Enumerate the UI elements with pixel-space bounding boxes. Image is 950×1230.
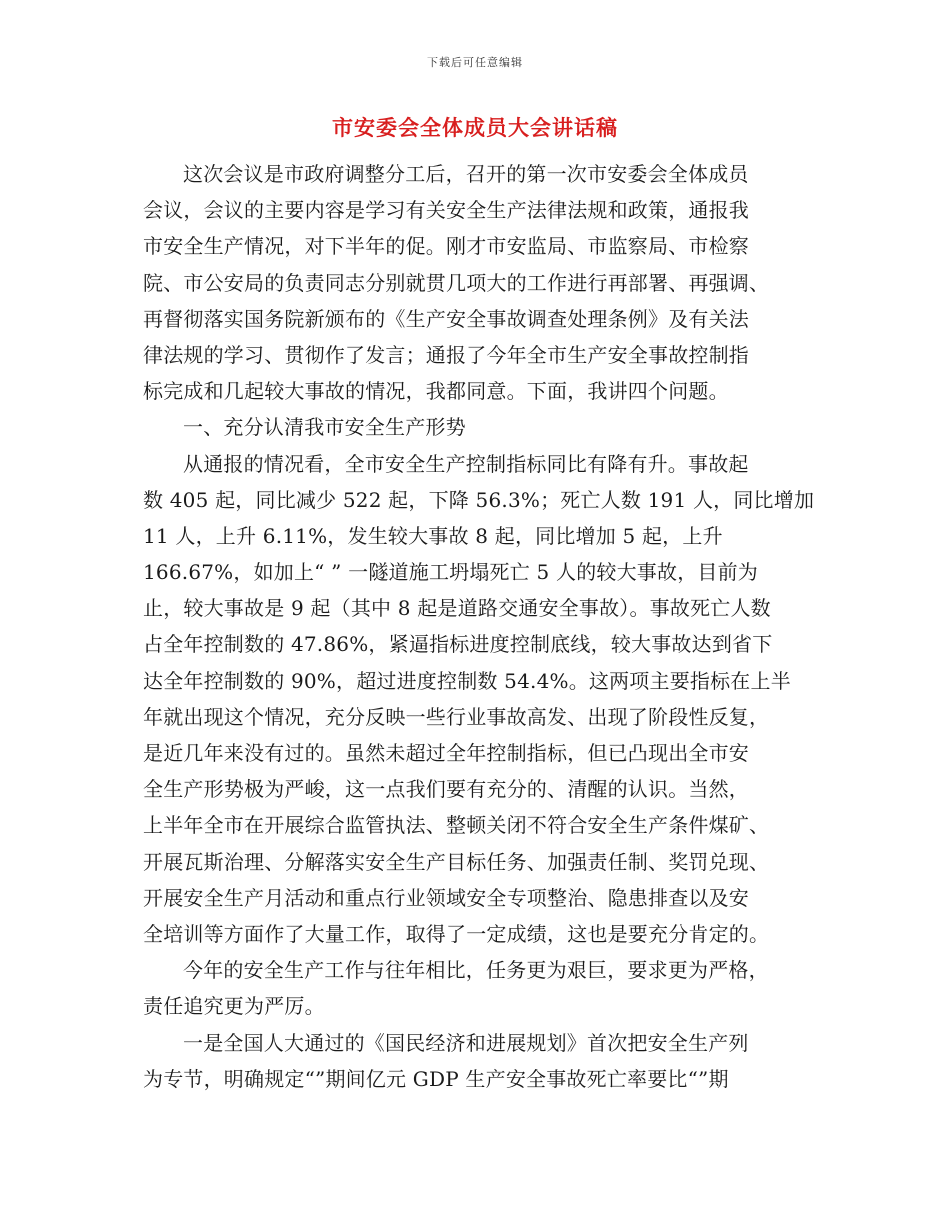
paragraph-line: 一是全国人大通过的《国民经济和进展规划》首次把安全生产列 xyxy=(183,1030,749,1055)
paragraph-line: 开展安全生产月活动和重点行业领域安全专项整治、隐患排查以及安 xyxy=(143,885,749,910)
paragraph-line: 达全年控制数的 90%，超过进度控制数 54.4%。这两项主要指标在上半 xyxy=(143,668,791,693)
paragraph-line: 年就出现这个情况，充分反映一些行业事故高发、出现了阶段性反复， xyxy=(143,704,770,729)
paragraph-line: 166.67%，如加上“ ” 一隧道施工坍塌死亡 5 人的较大事故，目前为 xyxy=(143,560,758,585)
paragraph-line: 标完成和几起较大事故的情况，我都同意。下面，我讲四个问题。 xyxy=(143,379,729,404)
paragraph-line: 全培训等方面作了大量工作，取得了一定成绩，这也是要充分肯定的。 xyxy=(143,921,770,946)
paragraph-line: 数 405 起，同比减少 522 起，下降 56.3%；死亡人数 191 人，同比增加 xyxy=(143,487,815,512)
paragraph-line: 占全年控制数的 47.86%，紧逼指标进度控制底线，较大事故达到省下 xyxy=(143,632,773,657)
paragraph-line: 止，较大事故是 9 起（其中 8 起是道路交通安全事故）。事故死亡人数 xyxy=(143,596,771,621)
paragraph-line: 是近几年来没有过的。虽然未超过全年控制指标，但已凸现出全市安 xyxy=(143,741,749,765)
paragraph-line: 从通报的情况看，全市安全生产控制指标同比有降有升。事故起 xyxy=(183,451,749,476)
paragraph-line: 11 人，上升 6.11%，发生较大事故 8 起，同比增加 5 起，上升 xyxy=(143,523,723,548)
paragraph-line: 开展瓦斯治理、分解落实安全生产目标任务、加强责任制、奖罚兑现、 xyxy=(143,849,770,874)
paragraph-line: 院、市公安局的负责同志分别就贯几项大的工作进行再部署、再强调、 xyxy=(143,270,770,295)
paragraph-line: 全生产形势极为严峻，这一点我们要有充分的、清醒的认识。当然， xyxy=(143,777,749,802)
document-body xyxy=(143,156,813,1097)
paragraph-line: 市安全生产情况，对下半年的促。刚才市安监局、市监察局、市检察 xyxy=(143,234,749,259)
section-heading: 一、充分认清我市安全生产形势 xyxy=(183,415,466,440)
paragraph-line: 这次会议是市政府调整分工后，召开的第一次市安委会全体成员 xyxy=(183,162,749,186)
paragraph-line: 再督彻落实国务院新颁布的《生产安全事故调查处理条例》及有关法 xyxy=(143,306,749,331)
paragraph-line: 今年的安全生产工作与往年相比，任务更为艰巨，要求更为严格， xyxy=(183,958,769,983)
paragraph-line: 律法规的学习、贯彻作了发言；通报了今年全市生产安全事故控制指 xyxy=(143,342,749,367)
paragraph-line: 上半年全市在开展综合监管执法、整顿关闭不符合安全生产条件煤矿、 xyxy=(143,813,770,838)
document-title: 市安委会全体成员大会讲话稿 xyxy=(332,115,618,140)
paragraph-line: 为专节，明确规定“”期间亿元 GDP 生产安全事故死亡率要比“”期 xyxy=(143,1066,729,1091)
page-header-note: 下载后可任意编辑 xyxy=(427,56,523,69)
paragraph-line: 会议，会议的主要内容是学习有关安全生产法律法规和政策，通报我 xyxy=(143,198,749,223)
paragraph-line: 责任追究更为严厉。 xyxy=(143,994,325,1019)
